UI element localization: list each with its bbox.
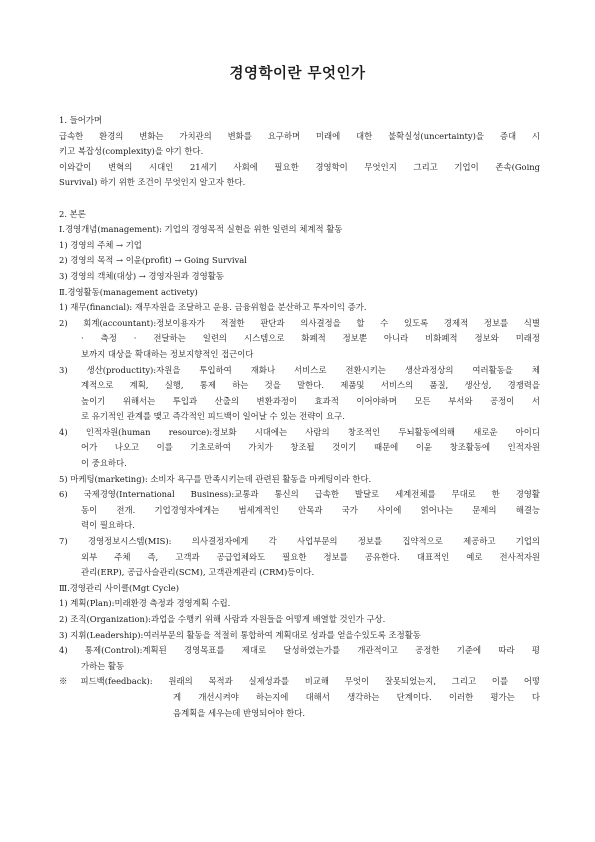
text-line: 1) 재무(financial): 재무자원을 조달하고 운용. 금융위험을 분산하고 투자이익 증가.	[59, 302, 367, 313]
text-line: 어가 나오고 이를 기초로하여 가치가 창조될 것이기 때문에 이윤 창조활동에 인적자원	[81, 442, 540, 453]
text-line: ※피드백(feedback): 원래의 목적과 실제성과를 비교해 무엇이 잘못되었는지, 그리고 이를 어떻	[59, 676, 540, 687]
text-line: 높이기 위해서는 투입과 산출의 변환과정이 효과적 이어야하며 모든 부서와 공정이 서	[81, 395, 540, 406]
text-line: · 측정 · 전달하는 일련의 시스템으로 화폐적 정보뿐 아니라 비화폐적 정보와 미래정	[81, 333, 540, 344]
text-line: 급속한 환경의 변화는 가치관의 변화를 요구하며 미래에 대한 불확실성(uncertainty)을 증대 시	[59, 130, 540, 141]
text-line: 음계획을 세우는데 반영되어야 한다.	[173, 707, 306, 718]
text-line: Survival) 하기 위한 조건이 무엇인지 알고자 한다.	[59, 177, 246, 188]
text-line: 3) 경영의 객체(대상) → 경영자원과 경영활동	[59, 270, 224, 281]
text-line: 3) 생산(productity):자원을 투입하여 재화나 서비스로 전환시키는 생산과정상의 여러활동을 체	[59, 364, 540, 375]
text-line: 4) 인적자원(human resource):정보화 시대에는 사람의 창조적인 두뇌활동에의해 새로운 아이디	[59, 426, 540, 437]
text-line: 가하는 활동	[81, 660, 125, 671]
text-line: 계적으로 계획, 실행, 통제 하는 것을 말한다. 제품및 서비스의 품질, 생산성, 경쟁력을	[81, 380, 540, 391]
text-line: 이 중요하다.	[81, 458, 127, 469]
text-line: 로 유기적인 관계를 맺고 즉각적인 피드백이 일어날 수 있는 전략이 요구.	[81, 411, 345, 422]
text-line: 보까지 대상을 확대하는 정보지향적인 접근이다	[81, 348, 254, 359]
text-line: 키고 복잡성(complexity)을 야기 한다.	[59, 146, 204, 157]
text-line: 관리(ERP), 공급사슬관리(SCM), 고객관계관리 (CRM)등이다.	[81, 567, 315, 578]
text-line: Ⅲ.경영관리 사이클(Mgt Cycle)	[59, 582, 179, 593]
text-line: 2. 본론	[59, 208, 86, 219]
text-line: 1. 들어가며	[59, 115, 103, 125]
page-title: 경영학이란 무엇인가	[229, 66, 366, 82]
text-line: Ⅱ.경영활동(management activety)	[59, 286, 198, 297]
text-line: 6) 국제경영(International Business):교통과 통신의 급속한 발달로 세계전체를 무대로 한 경영활	[59, 489, 540, 500]
text-line: 2) 경영의 목적 → 이윤(profit) → Going Survival	[59, 255, 247, 266]
text-line: 2) 조직(Organization):과업을 수행키 위해 사람과 자원들을 어떻게 배열할 것인가 구상.	[59, 614, 386, 624]
text-line: 1) 계획(Plan):미래환경 측정과 경영계획 수립.	[59, 598, 231, 609]
text-line: 외부 주체 즉, 고객과 공급업체와도 필요한 정보를 공유한다. 대표적인 예로 전사적자원	[81, 551, 540, 562]
text-line: Ⅰ.경영개념(management): 기업의 경영목적 실현을 위한 일련의 체계적 활동	[59, 224, 343, 235]
text-line: 게 개선시켜야 하는지에 대해서 생각하는 단계이다. 이러한 평가는 다	[173, 691, 540, 702]
blank-line	[59, 191, 540, 207]
text-line: 1) 경영의 주체 → 기업	[59, 239, 142, 250]
text-line: 4) 통제(Control):계획된 경영목표를 제대로 달성하였는가를 개관적이고 공정한 기준에 따라 평	[59, 645, 540, 656]
text-line: 7) 경영정보시스템(MIS): 의사결정자에게 각 사업부문의 정보를 집약적으로 제공하고 기업의	[59, 536, 540, 547]
document-body	[59, 113, 540, 721]
text-line: 5) 마케팅(marketing): 소비자 욕구를 만족시키는데 관련된 활동을 마케팅이라 한다.	[59, 473, 372, 484]
text-line: 2) 회계(accountant):정보이용자가 적절한 판단과 의사결정을 할 수 있도록 경제적 정보를 식별	[59, 317, 540, 328]
text-line: 력이 필요하다.	[81, 520, 135, 531]
text-line: 이와같이 변혁의 시대인 21세기 사회에 필요한 경영학이 무엇인지 그리고 기업이 존속(Going	[59, 161, 540, 172]
text-line: 동이 전개. 기업경영자에게는 범세계적인 안목과 국가 사이에 얽어나는 문제의 해결능	[81, 504, 540, 515]
text-line: 3) 지휘(Leadership):여러부문의 활동을 적절히 통합하여 계획대로 성과를 얻을수있도록 조정활동	[59, 629, 421, 640]
